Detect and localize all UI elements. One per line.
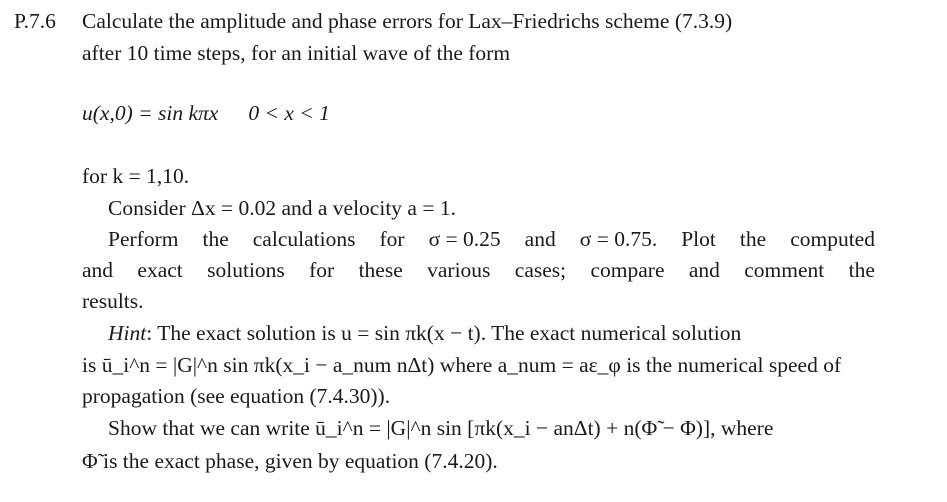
equation-body: u(x,0) = sin kπx xyxy=(82,101,219,125)
show-line-2: Φ̃ is the exact phase, given by equation (7.4.20). xyxy=(82,449,498,473)
show-line-1: Show that we can write ū_i^n = |G|^n sin [πk(x_i − anΔt) + n(Φ̃ − Φ)], where xyxy=(108,416,774,440)
perform-line-1-word: the xyxy=(739,227,767,251)
consider-line: Consider Δx = 0.02 and a velocity a = 1. xyxy=(108,196,456,220)
perform-line-2-word: comment xyxy=(744,258,825,282)
perform-line-2-word: these xyxy=(358,258,403,282)
hint-line-1 xyxy=(108,320,741,346)
intro-line-1: Calculate the amplitude and phase errors for Lax–Friedrichs scheme (7.3.9) xyxy=(82,9,733,33)
perform-line-2-word: compare xyxy=(590,258,665,282)
perform-line-1-word: and xyxy=(524,227,556,251)
perform-line-1-word: for xyxy=(379,227,405,251)
perform-line-1-word: computed xyxy=(790,227,875,251)
perform-line-1-word: the xyxy=(202,227,229,251)
perform-line-2-word: for xyxy=(309,258,335,282)
perform-line-1-word: σ = 0.75. xyxy=(579,227,658,251)
perform-line-1-word: σ = 0.25 xyxy=(428,227,501,251)
perform-line-1-word: Plot xyxy=(681,227,716,251)
for-k-line: for k = 1,10. xyxy=(82,164,190,188)
hint-label: Hint xyxy=(108,321,147,345)
equation-domain: 0 < x < 1 xyxy=(248,101,330,125)
perform-line-2 xyxy=(82,257,875,283)
initial-wave-equation xyxy=(82,100,330,126)
hint-line-3: propagation (see equation (7.4.30)). xyxy=(82,384,391,408)
perform-line-2-word: various xyxy=(427,258,491,282)
perform-line-2-word: the xyxy=(848,258,875,282)
perform-line-2-word: and xyxy=(688,258,720,282)
perform-line-2-word: exact xyxy=(137,258,183,282)
hint-line-2: is ū_i^n = |G|^n sin πk(x_i − a_num nΔt) where a_num = aε_φ is the numerical speed of xyxy=(82,353,842,377)
perform-line-2-word: and xyxy=(82,258,114,282)
problem-label: P.7.6 xyxy=(14,9,56,33)
intro-line-2: after 10 time steps, for an initial wave of the form xyxy=(82,41,511,65)
perform-line-3: results. xyxy=(82,289,144,313)
perform-line-2-word: solutions xyxy=(207,258,285,282)
perform-line-1-word: Perform xyxy=(108,227,179,251)
hint-text-1: : The exact solution is u = sin πk(x − t). The exact numerical solution xyxy=(146,321,742,345)
perform-line-1-word: calculations xyxy=(252,227,356,251)
perform-line-2-word: cases; xyxy=(514,258,567,282)
perform-line-1 xyxy=(108,226,875,252)
